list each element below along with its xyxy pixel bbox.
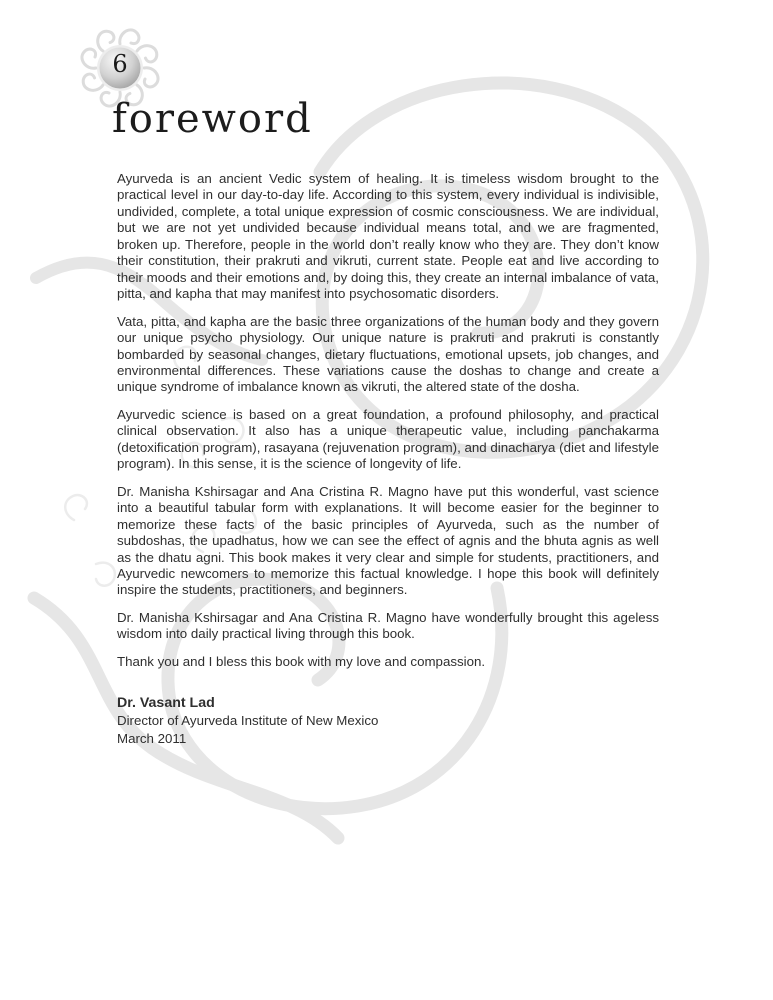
foreword-paragraph: Ayurvedic science is based on a great foundation, a profound philosophy, and practical clinical observation. It also has a unique therapeutic value, including panchakarma (detoxification program), rasayana (rejuvenation program), and dinacharya (diet and lifestyle program). In this sense, it is the science of longevity of life. — [117, 406, 659, 472]
page-title: foreword — [112, 96, 313, 142]
signature-date: March 2011 — [117, 730, 187, 746]
foreword-paragraph: Thank you and I bless this book with my love and compassion. — [117, 653, 486, 669]
foreword-paragraph: Ayurveda is an ancient Vedic system of healing. It is timeless wisdom brought to the practical level in our day-to-day life. According to this system, every individual is indivisible, undivided, complete, a total unique expression of cosmic consciousness. We are individual, but we are not yet undivided because individual means total, and we are fragmented, broken up. Therefore, people in the world don’t really know who they are. They don’t know their constitution, their prakruti and vikruti, current state. People eat and live according to their moods and their emotions and, by doing this, they create an internal imbalance of vata, pitta, and kapha that may manifest into psychosomatic disorders. — [117, 171, 659, 302]
foreword-paragraph: Dr. Manisha Kshirsagar and Ana Cristina R. Magno have put this wonderful, vast science into a beautiful tabular form with explanations. It will become easier for the beginner to memorize these facts of the basic principles of Ayurveda, such as the number of subdoshas, the upadhatus, how we can see the effect of agnis and the bhuta agnis as well as the dhatu agni. This book makes it very clear and simple for students, practitioners, and Ayurvedic newcomers to memorize this factual knowledge. I hope this book will definitely inspire the students, practitioners, and beginners. — [117, 483, 659, 598]
page-body — [117, 171, 659, 747]
foreword-paragraph: Dr. Manisha Kshirsagar and Ana Cristina R. Magno have wonderfully brought this ageless wisdom into daily practical living through this book. — [117, 609, 659, 642]
page-number: 6 — [112, 50, 128, 78]
signature-block — [117, 695, 659, 747]
signature-role: Director of Ayurveda Institute of New Mexico — [117, 713, 379, 729]
foreword-paragraph: Vata, pitta, and kapha are the basic three organizations of the human body and they govern our unique psycho physiology. Our unique nature is prakruti and prakruti is constantly bombarded by seasonal changes, dietary fluctuations, emotional upsets, job changes, and environmental differences. These variations cause the doshas to change and create a unique syndrome of imbalance known as vikruti, the altered state of the dosha. — [117, 313, 659, 395]
signature-name: Dr. Vasant Lad — [117, 695, 215, 712]
